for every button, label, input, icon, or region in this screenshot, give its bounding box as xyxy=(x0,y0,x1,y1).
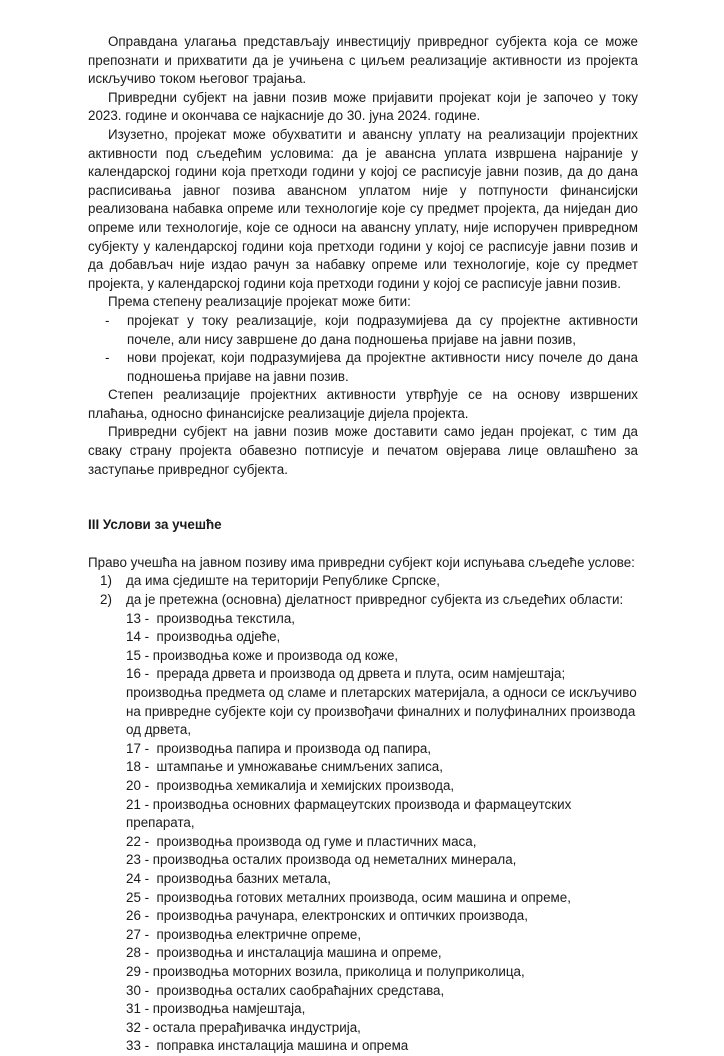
activity-text: производња базних метала, xyxy=(156,870,331,886)
activity-code: 18 - xyxy=(126,759,157,775)
activity-code: 29 - xyxy=(126,963,153,979)
list-dash: - xyxy=(105,312,110,328)
activity-text: производња и инсталација машина и опреме, xyxy=(156,945,442,961)
activity-text: производња одјеће, xyxy=(156,629,281,645)
list-item xyxy=(126,1019,638,1038)
list-item xyxy=(88,349,638,386)
activity-code: 22 - xyxy=(126,833,157,849)
activity-text: производња папира и производа од папира, xyxy=(156,740,432,756)
list-item xyxy=(126,740,638,759)
list-item xyxy=(126,777,638,796)
list-item xyxy=(126,1037,638,1056)
activity-text: производња коже и производа од коже, xyxy=(152,647,399,663)
activity-code: 24 - xyxy=(126,870,157,886)
list-item xyxy=(126,628,638,647)
activity-text: производња осталих саобраћајних средстава, xyxy=(156,982,445,998)
activity-code: 13 - xyxy=(126,610,157,626)
activity-code: 23 - xyxy=(126,852,153,868)
activity-code: 21 - xyxy=(126,796,153,812)
paragraph-advance-payment: Изузетно, пројекат може обухватити и авансну уплату на реализацији пројектних активности под сљедећим условима: да је авансна уплата извршена најраније у календарској години која претходи години у којој се расписује јавни позив, да до дана расписивања јавног позива авансном уплатом није у потпуности финансијски реализована набавка опреме или технологије које су предмет пројекта, да ниједан дио опреме или технологије, које се односи на авансну уплату, није испоручен привредном субјекту у календарској години која претходи години у којој се расписује јавни позив и да добављач није издао рачун за набавку опреме или технологије, које су предмет пројекта, у календарској години која претходи години у којој се расписује јавни позив. xyxy=(88,126,638,291)
activity-code: 17 - xyxy=(126,740,157,756)
paragraph-single-project: Привредни субјект на јавни позив може доставити само један пројекат, с тим да сваку страну пројекта обавезно потписује и печатом овјерава лице овлашћено за заступање привредног субјекта. xyxy=(88,424,638,477)
activity-code: 16 - xyxy=(126,666,157,682)
activity-code: 32 - xyxy=(126,1019,153,1035)
activity-text: прерада дрвета и производа од дрвета и плута, осим намјештаја; производња предмета од сламе и плетарских материјала, а односи се искључиво на привредне субјекте који су произвођачи финалних и полуфиналних производа од дрвета, xyxy=(126,666,637,738)
activity-text: производња текстила, xyxy=(156,610,295,626)
activity-code: 31 - xyxy=(126,1001,153,1017)
list-item xyxy=(126,833,638,852)
list-item xyxy=(126,610,638,629)
activity-text: производња рачунара, електронских и оптичких производа, xyxy=(156,908,528,924)
activity-code: 14 - xyxy=(126,629,157,645)
activity-code: 26 - xyxy=(126,908,157,924)
activity-text: производња моторних возила, приколица и полуприколица, xyxy=(152,963,525,979)
list-item xyxy=(126,944,638,963)
activity-code: 15 - xyxy=(126,647,153,663)
list-item xyxy=(126,851,638,870)
list-item xyxy=(126,982,638,1001)
activity-text: производња основних фармацеутских производа и фармацеутских препарата, xyxy=(126,796,572,831)
list-number: 2) xyxy=(100,592,112,608)
list-item xyxy=(88,591,638,610)
activity-text: поправка инсталација машина и опрема xyxy=(156,1038,409,1054)
activity-code: 27 - xyxy=(126,926,157,942)
paragraph-eligible-investments: Оправдана улагања представљају инвестицију привредног субјекта која се може препознати и прихватити да је учињена с циљем реализације активности из пројекта искључиво током његовог трајања. xyxy=(88,34,638,87)
activity-text: производња намјештаја, xyxy=(152,1001,306,1017)
list-item-text: да је претежна (основна) дјелатност привредног субјекта из сљедећих области: xyxy=(126,592,624,608)
section-intro: Право учешћа на јавном позиву има привредни субјект који испуњава сљедеће услове: xyxy=(88,554,635,570)
activity-code: 30 - xyxy=(126,982,157,998)
list-item xyxy=(126,665,638,739)
paragraph-realization-degree: Према степену реализације пројекат може бити: xyxy=(108,294,411,310)
list-item xyxy=(126,1000,638,1019)
list-item xyxy=(88,572,638,591)
activity-code: 25 - xyxy=(126,889,157,905)
activity-text: производња електричне опреме, xyxy=(156,926,362,942)
list-item xyxy=(126,926,638,945)
document-page xyxy=(88,33,638,1056)
activities-list xyxy=(88,610,638,1056)
list-item-text: да има сједиште на територији Републике Српске, xyxy=(126,573,440,589)
activity-code: 28 - xyxy=(126,945,157,961)
list-item xyxy=(126,889,638,908)
activity-text: производња готових металних производа, осим машина и опреме, xyxy=(156,889,571,905)
project-types-list xyxy=(88,312,638,386)
activity-code: 33 - xyxy=(126,1038,157,1054)
list-item xyxy=(126,907,638,926)
list-dash: - xyxy=(105,350,110,366)
activity-code: 20 - xyxy=(126,777,157,793)
list-item-text: нови пројекат, који подразумијева да пројектне активности нису почеле до дана подношења пријаве на јавни позив. xyxy=(127,350,638,384)
section-heading: III Услови за учешће xyxy=(88,517,222,533)
activity-text: остала прерађивачка индустрија, xyxy=(152,1019,361,1035)
list-item xyxy=(88,312,638,349)
activity-text: производња хемикалија и хемијских производа, xyxy=(156,777,455,793)
conditions-list xyxy=(88,572,638,609)
paragraph-realization-determination: Степен реализације пројектних активности утврђује се на основу извршених плаћања, односно финансијске реализације дијела пројекта. xyxy=(88,387,638,421)
list-item-text: пројекат у току реализације, који подразумијева да су пројектне активности почеле, али нису завршене до дана подношења пријаве на јавни позив, xyxy=(127,312,638,347)
list-item xyxy=(126,870,638,889)
list-item xyxy=(126,963,638,982)
list-number: 1) xyxy=(100,573,112,589)
list-item xyxy=(126,758,638,777)
list-item xyxy=(126,796,638,833)
activity-text: штампање и умножавање снимљених записа, xyxy=(156,759,443,775)
paragraph-project-period: Привредни субјект на јавни позив може пријавити пројекат који је започео у току 2023. године и окончава се најкасније до 30. јуна 2024. године. xyxy=(88,89,638,124)
activity-text: производња осталих производа од неметалних минерала, xyxy=(152,852,517,868)
list-item xyxy=(126,647,638,666)
activity-text: производња производа од гуме и пластичних маса, xyxy=(156,833,477,849)
